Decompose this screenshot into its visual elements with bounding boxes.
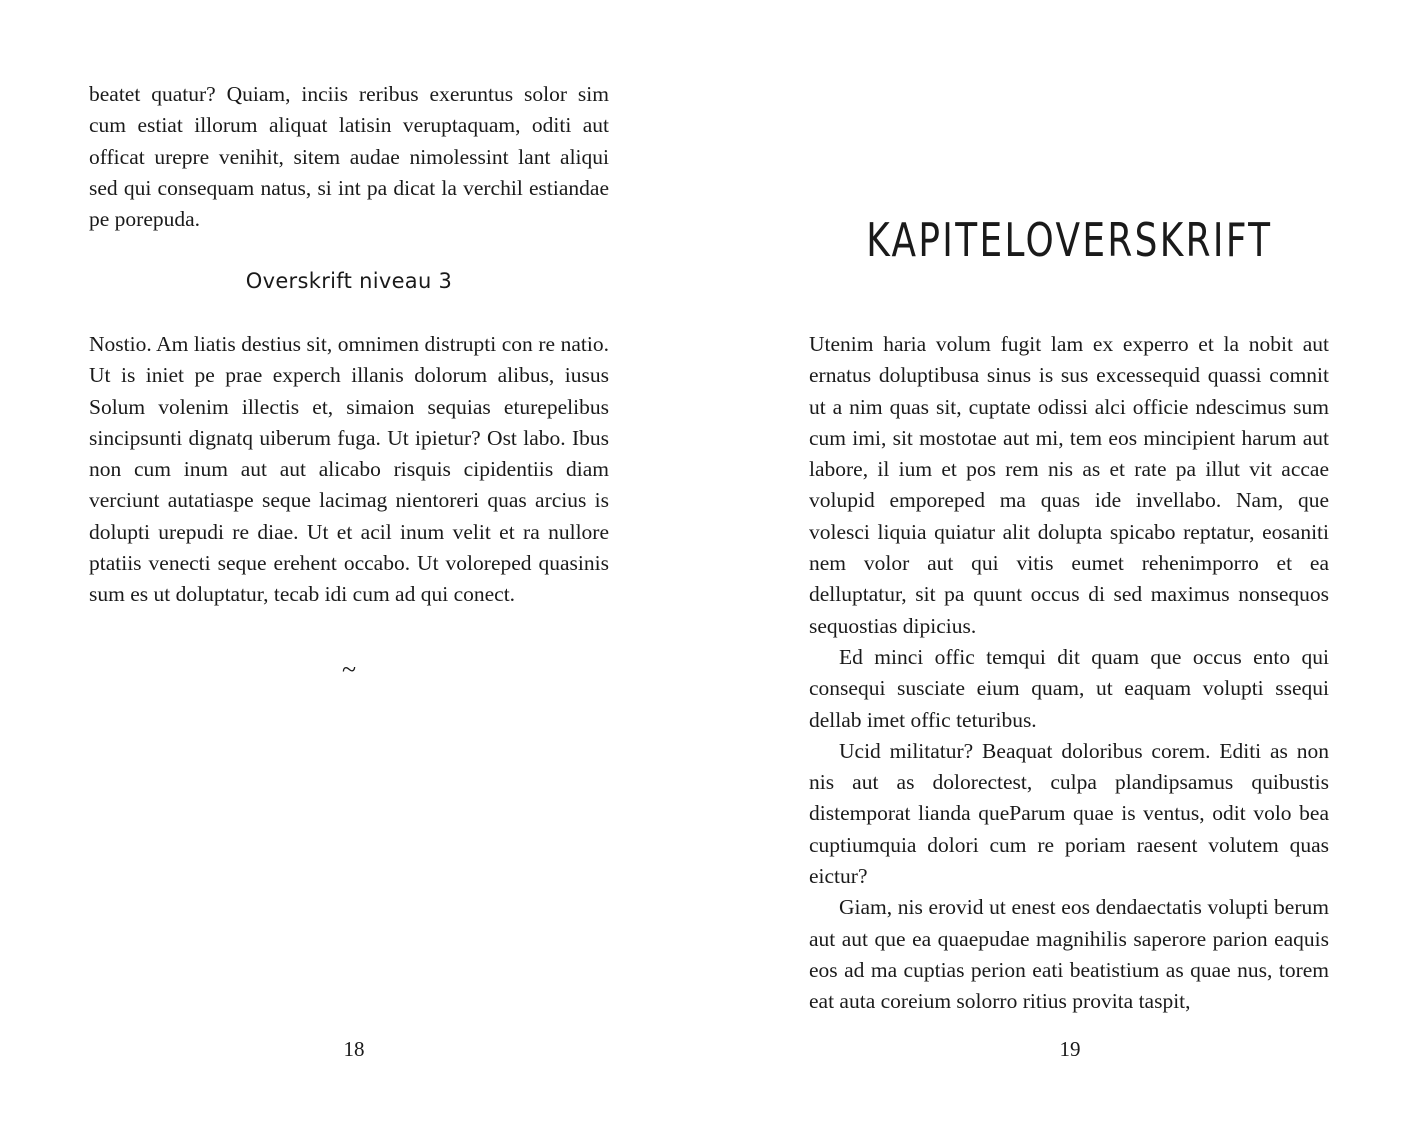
chapter-paragraph-1: Utenim haria volum fugit lam ex experro et la nobit aut ernatus doluptibusa sinus is sus excessequid quassi comnit ut a nim quas sit, cuptate odissi alci officie ndescimus sum cum imi, sit mostotae aut mi, tem eos mincipient harum aut labore, il ium et pos rem nis as et rate pa illut vit accae volupid emporeped ma quas ide invellabo. Nam, que volesci liquia quiatur alit dolupta spicabo reptatur, eosaniti nem volor aut qui vitis eumet rehenimporro et ea delluptatur, sit pa quunt occus di sed maximus nonsequos sequostias dipicius. bbox=[809, 332, 1329, 638]
heading-level-3: Overskrift niveau 3 bbox=[245, 269, 453, 293]
page-number-left: 18 bbox=[343, 1037, 365, 1061]
section-paragraph-block bbox=[89, 329, 609, 611]
continued-paragraph-block bbox=[89, 79, 609, 235]
right-page bbox=[708, 0, 1417, 1122]
chapter-title: KAPITELOVERSKRIFT bbox=[866, 213, 1273, 267]
page-number-right: 19 bbox=[1059, 1037, 1081, 1061]
section-paragraph: Nostio. Am liatis destius sit, omnimen distrupti con re natio. Ut is iniet pe prae experch illanis dolorum alibus, iusus Solum volenim illectis et, simaion sequias eturepelibus sincipsunti dignatq uiberum fuga. Ut ipietur? Ost labo. Ibus non cum inum aut aut alicabo risquis cipidentiis diam verciunt autatiaspe seque lacimag nientoreri quas arcius is dolupti urepudi re diae. Ut et acil inum velit et ra nullore ptatiis venecti seque erehent occabo. Ut voloreped quasinis sum es ut doluptatur, tecab idi cum ad qui conect. bbox=[89, 332, 609, 607]
section-ornament: ~ bbox=[341, 655, 357, 684]
chapter-body bbox=[809, 329, 1329, 1018]
left-page bbox=[0, 0, 708, 1122]
chapter-paragraph-3: Ucid militatur? Beaquat doloribus corem. Editi as non nis aut as dolorectest, culpa plandipsamus quibustis distemporat lianda queParum quae is ventus, odit volo bea cuptiumquia dolori cum re poriam raesent volutem quas eictur? bbox=[809, 738, 1329, 889]
chapter-paragraph-4: Giam, nis erovid ut enest eos dendaectatis volupti berum aut aut que ea quaepudae magnihilis saperore parion eaquis eos ad ma cuptias perion eati beatistium as quae nus, torem eat auta coreium solorro ritius provita taspit, bbox=[809, 895, 1329, 1014]
chapter-paragraph-2: Ed minci offic temqui dit quam que occus ento qui consequi susciate eium quam, ut eaquam volupti ssequi dellab imet offic teturibus. bbox=[809, 644, 1329, 732]
continued-paragraph: beatet quatur? Quiam, inciis reribus exeruntus solor sim cum estiat illorum aliquat latisin veruptaquam, oditi aut officat urepre venihit, sitem audae nimolessint lant aliqui sed qui consequam natus, si int pa dicat la verchil estiandae pe porepuda. bbox=[89, 82, 609, 232]
